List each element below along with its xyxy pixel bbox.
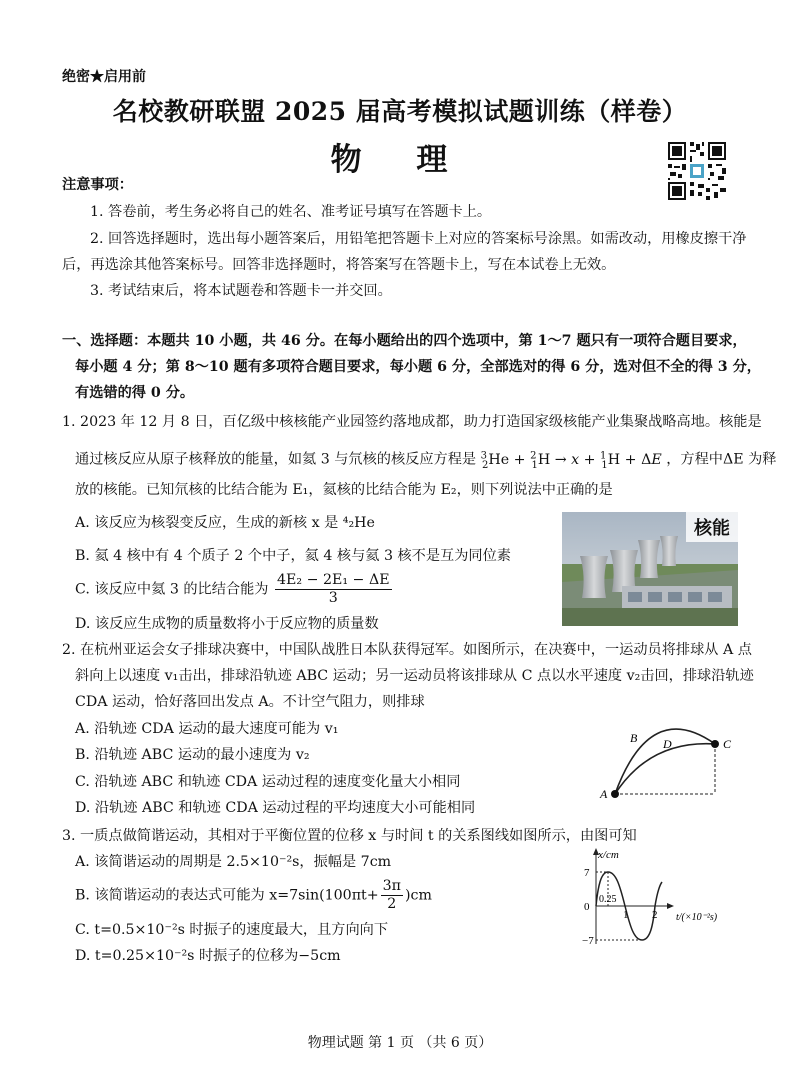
page-footer: 物理试题 第 1 页 （共 6 页） [307,1035,493,1051]
section-heading-2: 每小题 4 分；第 8～10 题有多项符合题目要求，每小题 6 分，全部选对的得 6 分，选对但不全的得 3 分， [75,359,761,375]
label-b: B [630,731,638,745]
nuclear-plant-photo [562,512,738,626]
label-a: A [600,787,608,801]
notes-heading: 注意事项： [62,177,133,193]
q1-stem-3: 放的核能。已知氘核的比结合能为 E₁，氦核的比结合能为 E₂，则下列说法中正确的是 [75,482,613,498]
x-tick-1: 1 [623,909,629,921]
note-1: 1. 答卷前，考生务必将自己的姓名、准考证号填写在答题卡上。 [90,204,492,220]
q3-option-c: C. t=0.5×10⁻²s 时振子的速度最大，且方向向下 [75,922,389,938]
q2-option-a: A. 沿轨迹 CDA 运动的最大速度可能为 v₁ [75,721,339,737]
q1-stem-1: 1. 2023 年 12 月 8 日，百亿级中核核能产业园签约落地成都，助力打造国家级核能产业集聚战略高地。核能是 [62,414,762,430]
y-tick-7: 7 [584,867,590,879]
qr-code-icon [666,140,728,202]
q1-stem-2 [75,447,776,475]
q1-option-d: D. 该反应生成物的质量数将小于反应物的质量数 [75,616,379,632]
q3-option-b [75,878,432,913]
exam-title: 名校教研联盟 2025 届高考模拟试题训练（样卷） [112,97,688,126]
origin-label: 0 [584,901,590,913]
x-tick-025: 0.25 [599,894,617,905]
note-2: 2. 回答选择题时，选出每小题答案后，用铅笔把答题卡上对应的答案标号涂黑。如需改动，用橡皮擦干净 [90,231,747,247]
q1-option-b: B. 氦 4 核中有 4 个质子 2 个中子，氦 4 核与氦 3 核不是互为同位素 [75,548,511,564]
q3-stem-1: 3. 一质点做简谐运动，其相对于平衡位置的位移 x 与时间 t 的关系图线如图所示，由图可知 [62,828,637,844]
q3-option-b-pre: B. 该简谐运动的表达式可能为 x=7sin(100πt+ [75,887,379,904]
x-axis-arrow [667,903,674,909]
q2-trajectory-figure [590,718,750,808]
q3-option-b-numerator: 3π [382,878,401,894]
q3-option-a: A. 该简谐运动的周期是 2.5×10⁻²s，振幅是 7cm [75,854,392,870]
q2-stem-1: 2. 在杭州亚运会女子排球决赛中，中国队战胜日本队获得冠军。如图所示，在决赛中，一运动员将排球从 A 点 [62,642,752,658]
y-tick-neg7: −7 [582,935,594,947]
x-tick-2: 2 [652,909,658,921]
q1-option-a: A. 该反应为核裂变反应，生成的新核 x 是 ⁴₂He [75,515,375,531]
q2-option-b: B. 沿轨迹 ABC 运动的最小速度为 v₂ [75,747,310,763]
section-heading: 一、选择题：本题共 10 小题，共 46 分。在每小题给出的四个选项中，第 1～7 题只有一项符合题目要求， [62,333,747,349]
note-2-cont: 后，再选涂其他答案标号。回答非选择题时，将答案写在答题卡上，写在本试卷上无效。 [62,257,616,273]
point-a [611,790,619,798]
section-heading-3: 有选错的得 0 分。 [75,385,195,401]
q2-stem-2: 斜向上以速度 v₁击出，排球沿轨迹 ABC 运动；另一运动员将该排球从 C 点以水平速度 v₂击回，排球沿轨迹 [75,668,754,684]
q1-equation: $^3_2$He + $^2_1$H → x + $^1_1$H + ΔE [480,450,662,471]
label-c: C [723,737,732,751]
q1-option-c [75,572,394,607]
y-axis-label: x/cm [598,849,619,861]
point-c [711,740,719,748]
q3-option-d: D. t=0.25×10⁻²s 时振子的位移为−5cm [75,948,341,964]
q3-option-b-fraction [381,878,403,913]
q3-option-b-post: )cm [404,887,432,904]
confidential-label: 绝密★启用前 [62,69,146,85]
q1-option-c-fraction [275,572,392,607]
q3-option-b-denominator: 2 [387,896,397,912]
q2-option-c: C. 沿轨迹 ABC 和轨迹 CDA 运动过程的速度变化量大小相同 [75,774,461,790]
q2-option-d: D. 沿轨迹 ABC 和轨迹 CDA 运动过程的平均速度大小可能相同 [75,800,476,816]
label-d: D [663,737,672,751]
q1-option-c-denominator: 3 [328,590,338,606]
trajectory-cda [615,744,715,794]
q1-stem-2-post: ，方程中ΔE 为释 [666,451,777,468]
q3-oscillation-graph [566,846,746,952]
q1-stem-2-pre: 通过核反应从原子核释放的能量，如氦 3 与氘核的核反应方程是 [75,451,477,468]
q1-option-c-numerator: 4E₂ − 2E₁ − ΔE [277,572,390,588]
q1-option-c-pre: C. 该反应中氦 3 的比结合能为 [75,581,269,598]
note-3: 3. 考试结束后，将本试题卷和答题卡一并交回。 [90,283,392,299]
subject-title: 物 理 [330,142,470,178]
q2-stem-3: CDA 运动，恰好落回出发点 A。不计空气阻力，则排球 [75,694,425,710]
x-axis-label: t/(×10⁻²s) [676,912,718,923]
photo-label: 核能 [686,512,738,542]
